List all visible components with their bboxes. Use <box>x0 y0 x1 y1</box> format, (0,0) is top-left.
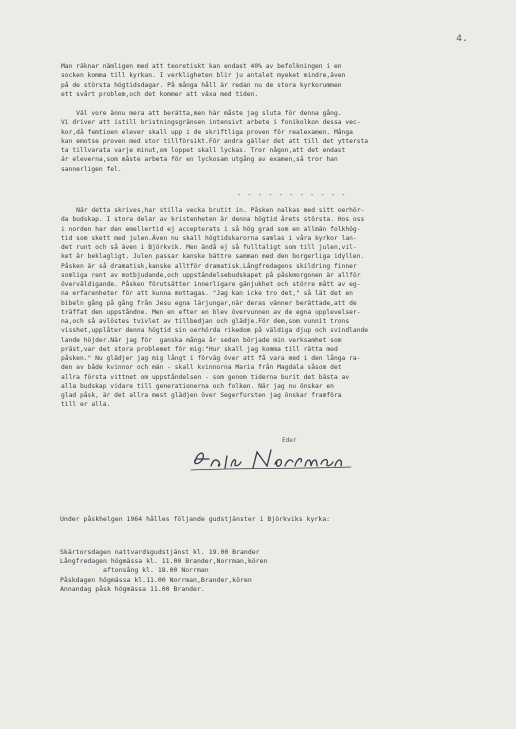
text-line: på de största högtidsdagar. På många håll är redan nu de stora kyrkorummen <box>61 81 342 89</box>
text-line: da budskap. I stora delar av kristenheten är denna högtid årets största. Hos oss <box>61 216 365 224</box>
text-line: Man räknar nämligen med att teoretiskt kan endast 40% av befolkningen i en <box>61 63 342 70</box>
text-line: den av både kvinnor och män - skall kvinnorna Maria från Magdala såsom det <box>61 364 342 372</box>
text-line: När detta skrives,har stilla vecka brutit in. Påsken nalkas med sitt oerhör- <box>61 207 365 214</box>
closing-salutation: Eder <box>282 437 297 444</box>
schedule-line: Annandag påsk högmässa 11.00 Brander. <box>60 584 205 593</box>
text-line: somliga rent av motbjudande,och uppståndelsebudskapet på påskmorgonen är allför <box>61 271 361 279</box>
text-line: kor,då femtioen elever skall upp i de skriftliga proven för realexamen. Många <box>61 128 353 136</box>
schedule-list <box>60 548 490 594</box>
text-line: allra första vittnet om uppståndelsen - som genom tiderna burit det bästa av <box>61 373 350 381</box>
text-line: det runt och så även i Björkvik. Men ändå ej så fulltaligt som till julen,vil- <box>61 244 357 251</box>
service-schedule <box>60 497 490 612</box>
text-line: till er alla. <box>61 401 111 409</box>
paragraph-exams <box>61 109 491 174</box>
text-line: bibeln gång på gång från Jesu egna lärjungar,när deras vänner berättade,att de <box>61 299 357 307</box>
page-number: 4. <box>456 34 469 45</box>
text-line: är eleverna,som måste arbeta för en lyckosam utgång av examen,så tror han <box>61 156 338 164</box>
text-line: sannerligen fel. <box>61 165 122 173</box>
text-line: ket är beklagligt. Julen passar kanske bättre samman med den borgerliga idyllen. <box>61 253 365 261</box>
text-line: visshet,upplåter denna högtid sin oerhörda rikedom på väldiga djup och svindlande <box>61 327 369 335</box>
text-line: ett svårt problem,och det kommer att växa med tiden. <box>61 90 259 98</box>
section-divider: - - - - - - - - - - - <box>237 191 347 199</box>
text-line: Vi driver att istill bristningsgränsen intensivt arbete i fonikolkon dessa vec- <box>61 119 361 127</box>
text-line: träffat den uppståndne. Men en efter en blev övervunnen av de egna upplevelser- <box>61 308 361 316</box>
text-line: kan emotse proven med stor tillförsikt.För andra gäller det att till det yttersta <box>61 137 369 145</box>
text-line: präst,var det stora problemet för mig:"Hur skall jag komma till rätta med <box>61 345 338 353</box>
paragraph-membership <box>61 62 491 99</box>
text-line: alla budskap vidare till generationerna och folken. När jag nu önskar en <box>61 382 334 390</box>
text-line: socken komma till kyrkan. I verkligheten blir ju antalet myeket mindre,även <box>61 72 346 80</box>
schedule-line: Långfredagen högmässa kl. 11.00 Brander,Norrman,kören <box>60 557 268 566</box>
text-line: Påsken är så dramatisk,kanske alltför dramatisk.Långfredagens skildring finner <box>61 262 357 270</box>
text-line: ta tillvarata varje minut,om loppet skall lyckas. Tror någon,att det endast <box>61 147 346 154</box>
text-line: överväldigande. Påsken förutsätter innerligare gänjukhet och större mått av eg- <box>61 281 361 288</box>
text-line: na,och så avlöstes tvivlet av tillbedjan och glädje.För dem,som vunnit trons <box>61 318 350 325</box>
text-line: glad påsk, är det allra mest glädjen över Segerfursten jag önskar framföra <box>61 392 342 399</box>
schedule-line: Skärtorsdagen nattvardsgudstjänst kl. 19.00 Brander <box>60 548 260 556</box>
text-line: i norden har den emellertid ej accepterats i så hög grad som en allmän folkhög- <box>61 225 361 233</box>
text-line: Väl vore ännu mera att berätta,men här måste jag sluta för denna gång. <box>61 110 342 117</box>
text-line: na erfarenheter för att kunna mottagas. "Jag kan icke tro det," så lät det en <box>61 290 353 298</box>
text-line: lande höjder.När jag för ganska många år sedan började min verksamhet som <box>61 336 342 344</box>
text-line: tid som skett med julen.Även nu skall högtidskarorna samlas i våra kyrkor lan- <box>61 234 357 242</box>
schedule-line: aftonsång kl. 18.00 Norrman <box>60 566 209 575</box>
schedule-heading: Under påskhelgen 1964 hålles följande gudstjänster i Björkviks kyrka: <box>60 515 331 524</box>
handwritten-signature <box>183 444 355 474</box>
schedule-line: Påskdagen högmässa kl.11.00 Norrman,Brander,kören <box>60 575 252 584</box>
paragraph-easter <box>61 206 491 410</box>
text-line: påsken." Nu glädjer jag mig långt i förväg över att få vara med i den långa ra- <box>61 355 361 362</box>
